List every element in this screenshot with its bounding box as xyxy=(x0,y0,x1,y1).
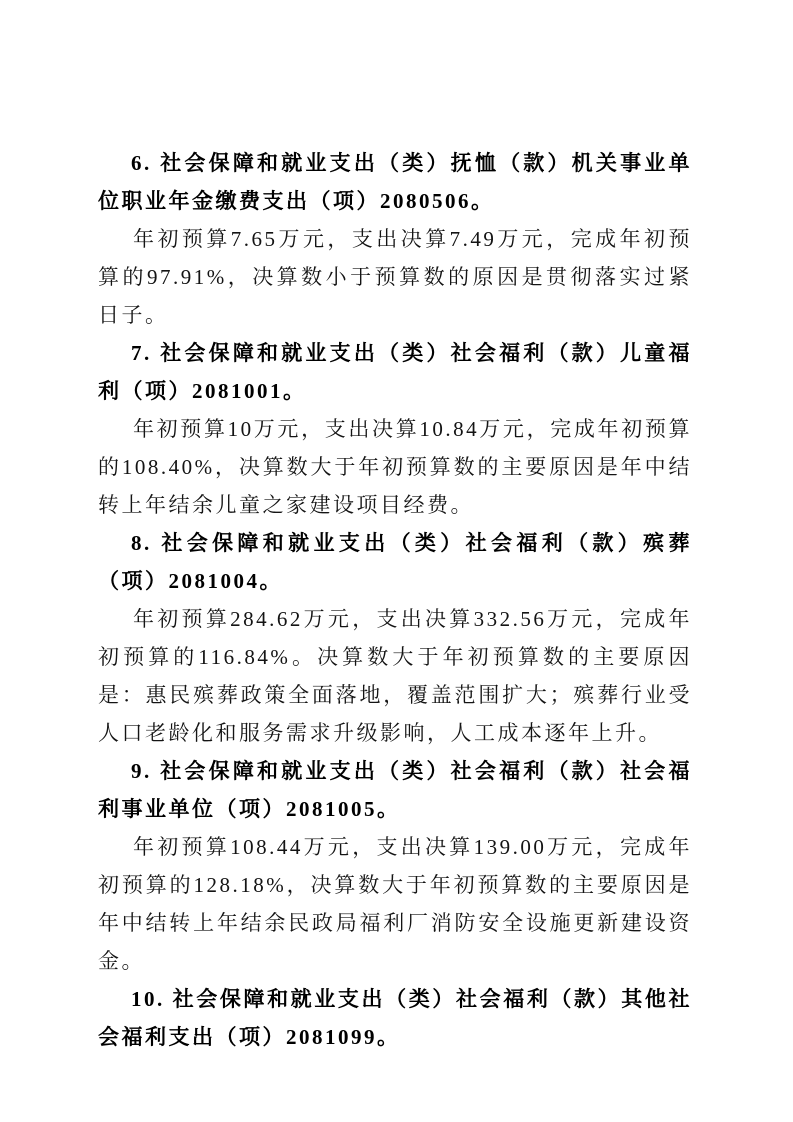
budget-item-6-body: 年初预算7.65万元，支出决算7.49万元，完成年初预算的97.91%，决算数小于预算数的原因是贯彻落实过紧日子。 xyxy=(98,227,692,327)
budget-item-7-body: 年初预算10万元，支出决算10.84万元，完成年初预算的108.40%，决算数大于年初预算数的主要原因是年中结转上年结余儿童之家建设项目经费。 xyxy=(98,417,692,517)
budget-item-9 xyxy=(98,752,692,980)
budget-item-9-body: 年初预算108.44万元，支出决算139.00万元，完成年初预算的128.18%，决算数大于年初预算数的主要原因是年中结转上年结余民政局福利厂消防安全设施更新建设资金。 xyxy=(98,835,692,973)
budget-item-8 xyxy=(98,524,692,752)
budget-item-10-heading: 10. 社会保障和就业支出（类）社会福利（款）其他社会福利支出（项）2081099。 xyxy=(98,987,692,1049)
budget-item-6 xyxy=(98,144,692,334)
budget-item-10 xyxy=(98,980,692,1056)
budget-item-9-heading: 9. 社会保障和就业支出（类）社会福利（款）社会福利事业单位（项）2081005。 xyxy=(98,759,692,821)
document-content xyxy=(98,144,692,1056)
budget-item-7 xyxy=(98,334,692,524)
budget-item-6-heading: 6. 社会保障和就业支出（类）抚恤（款）机关事业单位职业年金缴费支出（项）2080506。 xyxy=(98,151,692,213)
budget-item-8-heading: 8. 社会保障和就业支出（类）社会福利（款）殡葬（项）2081004。 xyxy=(98,531,692,593)
budget-item-8-body: 年初预算284.62万元，支出决算332.56万元，完成年初预算的116.84%。决算数大于年初预算数的主要原因是：惠民殡葬政策全面落地，覆盖范围扩大；殡葬行业受人口老龄化和服务需求升级影响，人工成本逐年上升。 xyxy=(98,607,692,745)
budget-item-7-heading: 7. 社会保障和就业支出（类）社会福利（款）儿童福利（项）2081001。 xyxy=(98,341,692,403)
